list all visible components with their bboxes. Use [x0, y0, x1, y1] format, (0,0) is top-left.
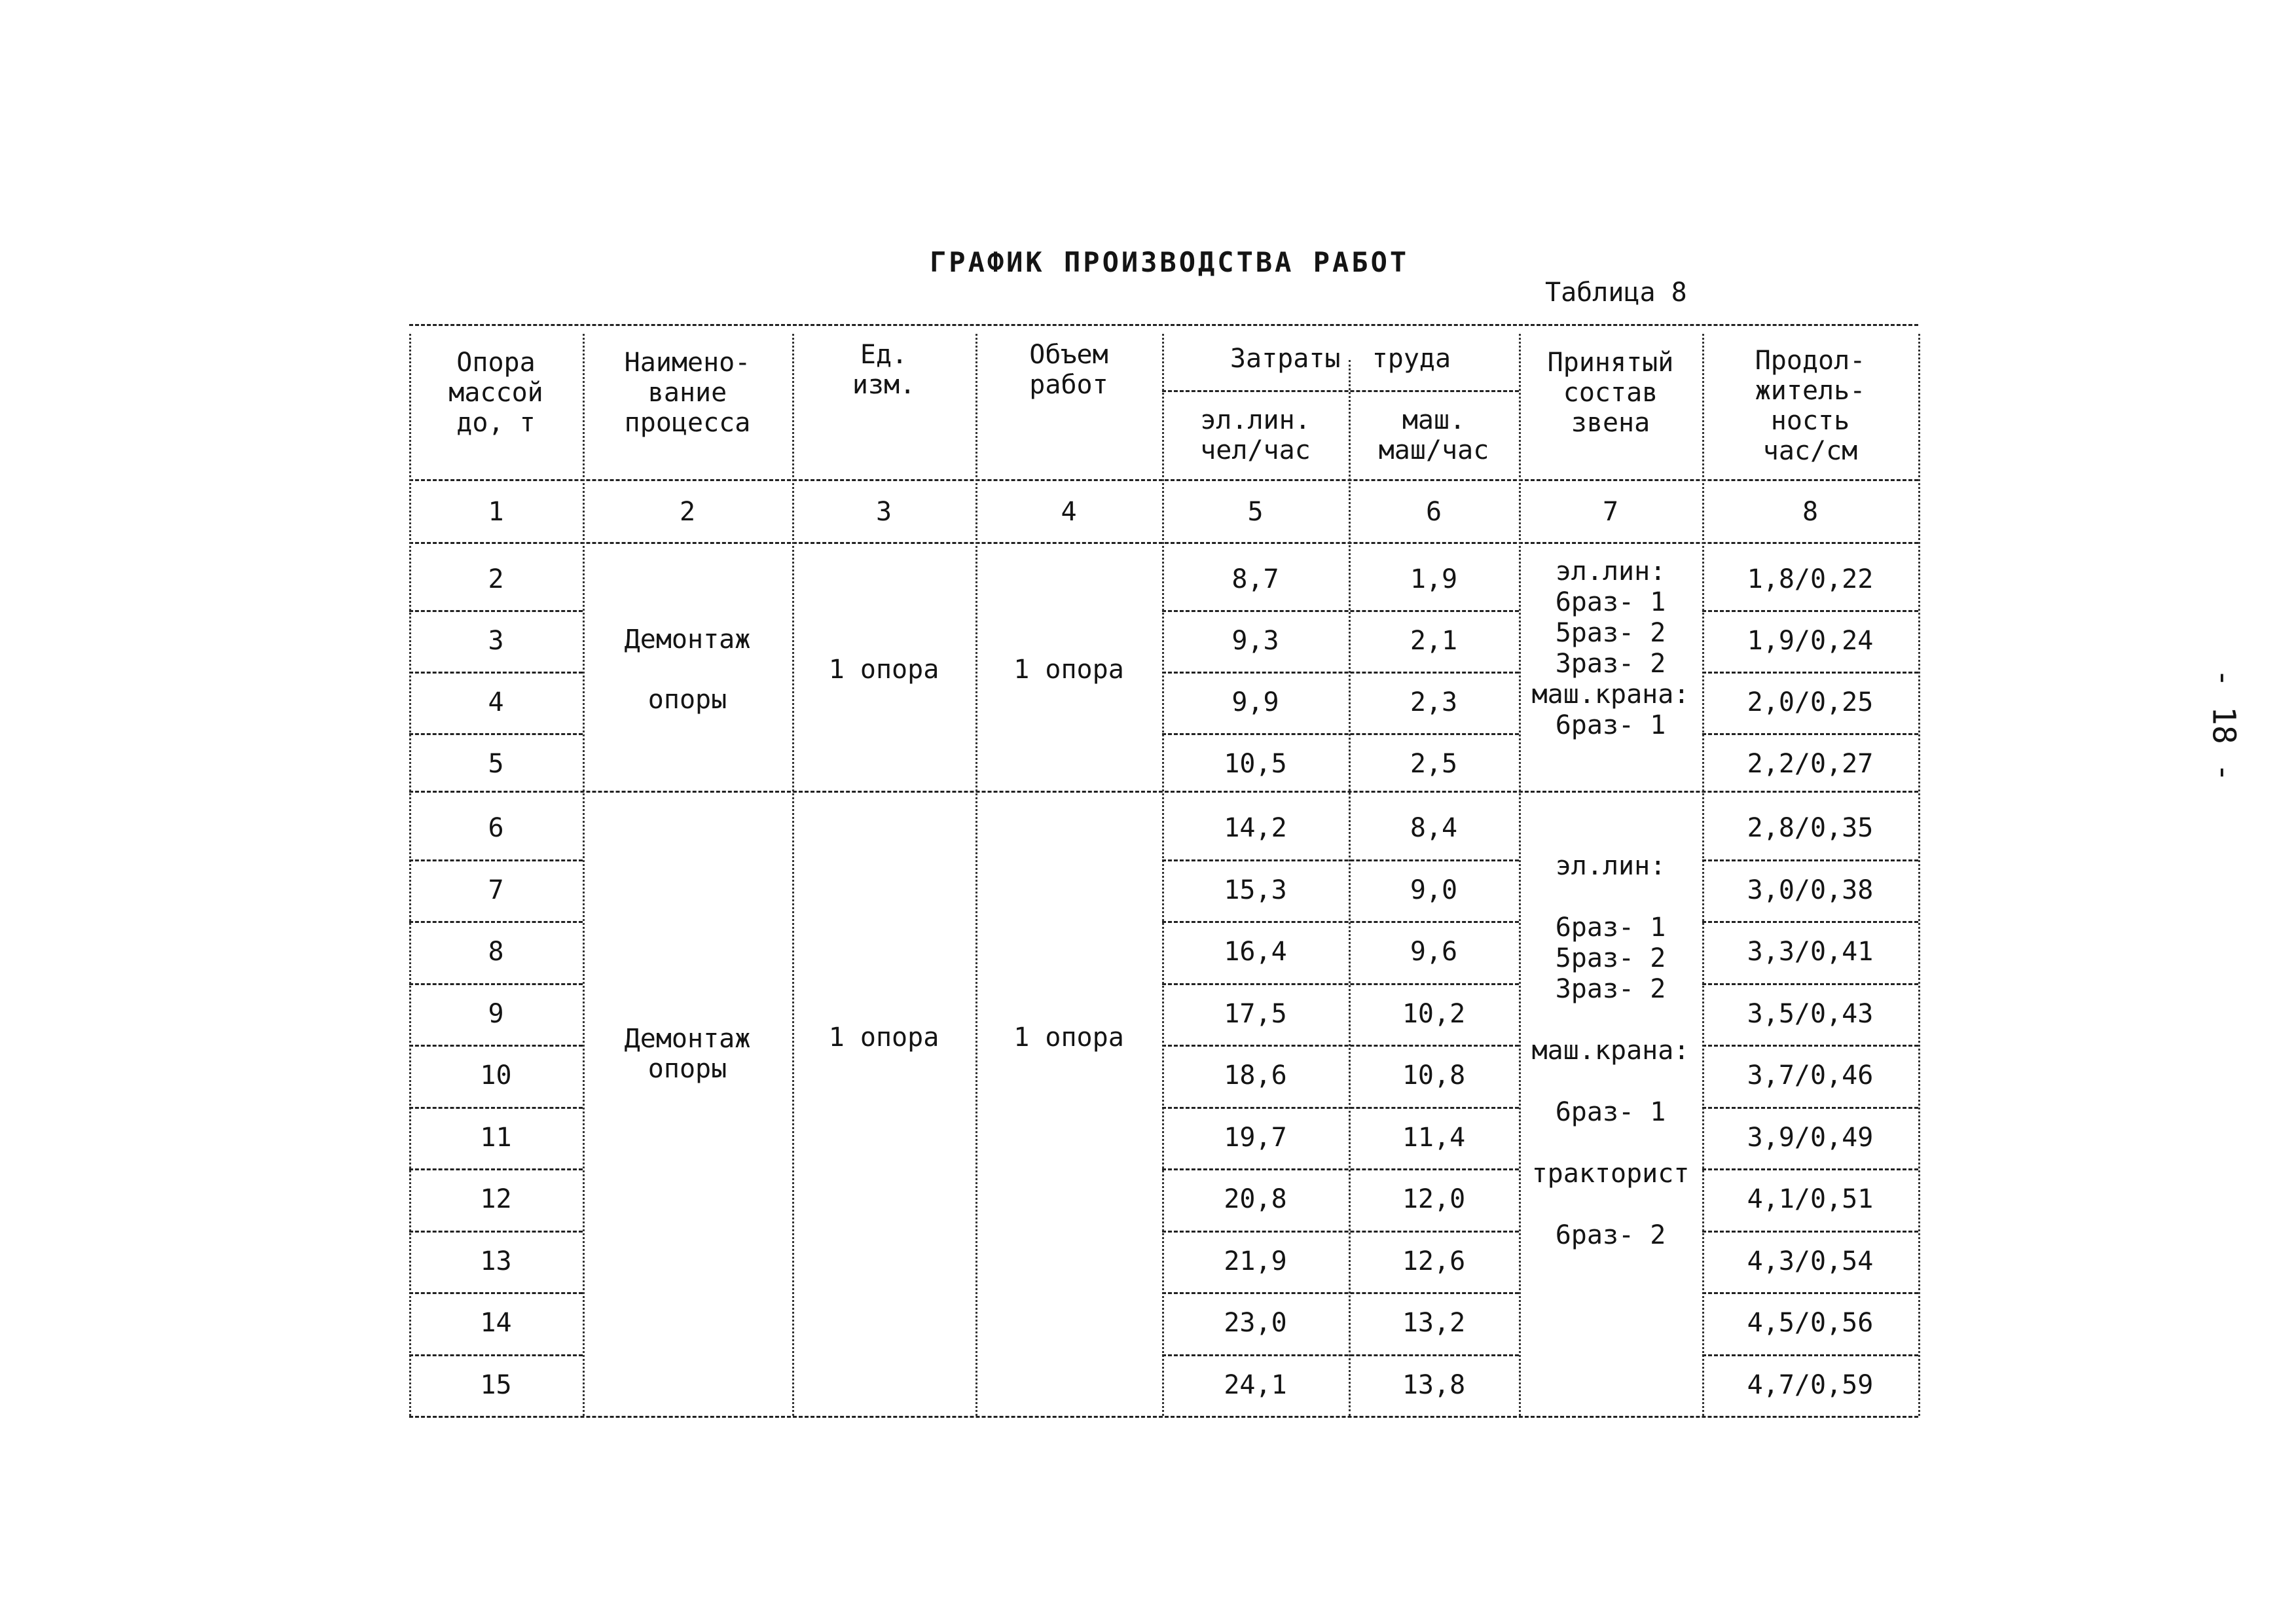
cell-labor-electric: 9,3 — [1231, 626, 1279, 656]
column-number-1: 1 — [488, 497, 504, 527]
group1-volume: 1 опора — [1013, 655, 1124, 685]
cell-labor-electric: 19,7 — [1224, 1122, 1287, 1153]
cell-duration: 4,5/0,56 — [1747, 1308, 1874, 1339]
cell-labor-machine: 10,8 — [1402, 1060, 1466, 1091]
cell-duration: 2,2/0,27 — [1747, 749, 1874, 779]
group2-unit: 1 опора — [828, 1022, 939, 1053]
header-process: Наимено- вание процесса — [624, 348, 751, 438]
row-rule — [1702, 859, 1918, 861]
row-rule — [1702, 1292, 1918, 1294]
cell-labor-machine: 2,3 — [1410, 687, 1458, 717]
cell-labor-machine: 12,6 — [1402, 1246, 1466, 1276]
row-rule — [409, 1045, 583, 1047]
row-rule — [1162, 921, 1519, 923]
header-labor-costs: Затраты труда — [1230, 344, 1451, 374]
row-rule — [1702, 733, 1918, 735]
cell-labor-electric: 23,0 — [1224, 1308, 1287, 1339]
column-number-7: 7 — [1602, 497, 1619, 527]
cell-mass: 15 — [480, 1369, 512, 1400]
cell-labor-machine: 13,2 — [1402, 1308, 1466, 1339]
table-top-rule — [409, 324, 1918, 326]
cell-mass: 12 — [480, 1184, 512, 1215]
row-rule — [1702, 1168, 1918, 1170]
table-label: Таблица 8 — [1545, 278, 1687, 308]
cell-mass: 6 — [488, 813, 504, 844]
header-labor-machine: маш. маш/час — [1378, 405, 1489, 465]
cell-duration: 4,1/0,51 — [1747, 1184, 1874, 1215]
cell-mass: 14 — [480, 1308, 512, 1339]
column-number-6: 6 — [1425, 497, 1442, 527]
row-rule — [1702, 1354, 1918, 1356]
cell-labor-machine: 11,4 — [1402, 1122, 1466, 1153]
cell-labor-electric: 18,6 — [1224, 1060, 1287, 1091]
header-crew: Принятый состав звена — [1547, 348, 1674, 438]
cell-duration: 2,0/0,25 — [1747, 687, 1874, 717]
header-mass: Опора массой до, т — [448, 348, 543, 438]
table-bottom-rule — [409, 1416, 1918, 1418]
row-rule — [1702, 983, 1918, 985]
group2-process: Демонтаж опоры — [624, 1024, 751, 1084]
row-rule — [409, 1168, 583, 1170]
labor-subheader-rule — [1162, 390, 1519, 392]
cell-labor-machine: 12,0 — [1402, 1184, 1466, 1215]
row-rule — [1162, 1231, 1519, 1233]
column-separator — [1918, 334, 1920, 1416]
row-rule — [409, 983, 583, 985]
cell-duration: 2,8/0,35 — [1747, 813, 1874, 844]
cell-mass: 3 — [488, 626, 504, 656]
cell-labor-electric: 21,9 — [1224, 1246, 1287, 1276]
cell-labor-machine: 13,8 — [1402, 1369, 1466, 1400]
row-rule — [409, 859, 583, 861]
header-duration: Продол- житель- ность час/см — [1755, 346, 1866, 466]
column-number-3: 3 — [875, 497, 892, 527]
cell-labor-electric: 17,5 — [1224, 998, 1287, 1029]
cell-labor-machine: 1,9 — [1410, 564, 1458, 594]
row-rule — [409, 733, 583, 735]
row-rule — [1162, 1292, 1519, 1294]
cell-labor-electric: 24,1 — [1224, 1369, 1287, 1400]
header-labor-electric: эл.лин. чел/час — [1200, 405, 1311, 465]
cell-duration: 3,9/0,49 — [1747, 1122, 1874, 1153]
cell-labor-electric: 20,8 — [1224, 1184, 1287, 1215]
cell-labor-machine: 10,2 — [1402, 998, 1466, 1029]
cell-labor-electric: 15,3 — [1224, 875, 1287, 905]
cell-labor-electric: 16,4 — [1224, 937, 1287, 967]
cell-labor-electric: 10,5 — [1224, 749, 1287, 779]
cell-labor-machine: 2,1 — [1410, 626, 1458, 656]
row-rule — [409, 1231, 583, 1233]
row-rule — [1702, 1045, 1918, 1047]
cell-duration: 1,9/0,24 — [1747, 626, 1874, 656]
row-rule — [1162, 1107, 1519, 1109]
cell-labor-machine: 9,0 — [1410, 875, 1458, 905]
cell-mass: 2 — [488, 564, 504, 594]
column-number-8: 8 — [1802, 497, 1819, 527]
row-rule — [409, 672, 583, 674]
row-rule — [1162, 610, 1519, 612]
row-rule — [1702, 610, 1918, 612]
row-rule — [409, 610, 583, 612]
cell-duration: 3,0/0,38 — [1747, 875, 1874, 905]
row-rule — [409, 1354, 583, 1356]
cell-duration: 3,7/0,46 — [1747, 1060, 1874, 1091]
cell-labor-machine: 2,5 — [1410, 749, 1458, 779]
row-rule — [1162, 859, 1519, 861]
row-rule — [409, 1107, 583, 1109]
row-rule — [1702, 1231, 1918, 1233]
cell-duration: 4,7/0,59 — [1747, 1369, 1874, 1400]
cell-mass: 4 — [488, 687, 504, 717]
cell-mass: 11 — [480, 1122, 512, 1153]
cell-duration: 1,8/0,22 — [1747, 564, 1874, 594]
cell-mass: 5 — [488, 749, 504, 779]
column-number-2: 2 — [679, 497, 696, 527]
group1-process: Демонтаж опоры — [624, 624, 751, 715]
cell-mass: 10 — [480, 1060, 512, 1091]
cell-labor-electric: 14,2 — [1224, 813, 1287, 844]
row-rule — [1702, 921, 1918, 923]
cell-mass: 8 — [488, 937, 504, 967]
group2-volume: 1 опора — [1013, 1022, 1124, 1053]
row-rule — [1162, 1045, 1519, 1047]
row-rule — [409, 1292, 583, 1294]
row-rule — [1162, 1354, 1519, 1356]
cell-mass: 9 — [488, 998, 504, 1029]
group2-crew: эл.лин: 6раз- 1 5раз- 2 3раз- 2 маш.крана: 6раз- 1 тракторист 6раз- 2 — [1531, 851, 1690, 1250]
cell-mass: 13 — [480, 1246, 512, 1276]
cell-duration: 3,5/0,43 — [1747, 998, 1874, 1029]
column-number-5: 5 — [1247, 497, 1264, 527]
row-rule — [1162, 672, 1519, 674]
group1-unit: 1 опора — [828, 655, 939, 685]
cell-labor-machine: 8,4 — [1410, 813, 1458, 844]
row-rule — [1162, 733, 1519, 735]
row-rule — [1702, 1107, 1918, 1109]
header-volume: Объем работ — [1029, 340, 1108, 400]
cell-labor-electric: 9,9 — [1231, 687, 1279, 717]
row-rule — [1162, 1168, 1519, 1170]
group1-crew: эл.лин: 6раз- 1 5раз- 2 3раз- 2 маш.крана: 6раз- 1 — [1531, 556, 1690, 740]
row-rule — [1702, 672, 1918, 674]
document-title: ГРАФИК ПРОИЗВОДСТВА РАБОТ — [930, 246, 1410, 278]
column-number-4: 4 — [1061, 497, 1077, 527]
row-rule — [409, 921, 583, 923]
cell-labor-machine: 9,6 — [1410, 937, 1458, 967]
cell-duration: 4,3/0,54 — [1747, 1246, 1874, 1276]
cell-labor-electric: 8,7 — [1231, 564, 1279, 594]
page-number: - 18 - — [2205, 668, 2242, 782]
cell-duration: 3,3/0,41 — [1747, 937, 1874, 967]
cell-mass: 7 — [488, 875, 504, 905]
row-rule — [1162, 983, 1519, 985]
header-unit: Ед. изм. — [852, 340, 916, 400]
